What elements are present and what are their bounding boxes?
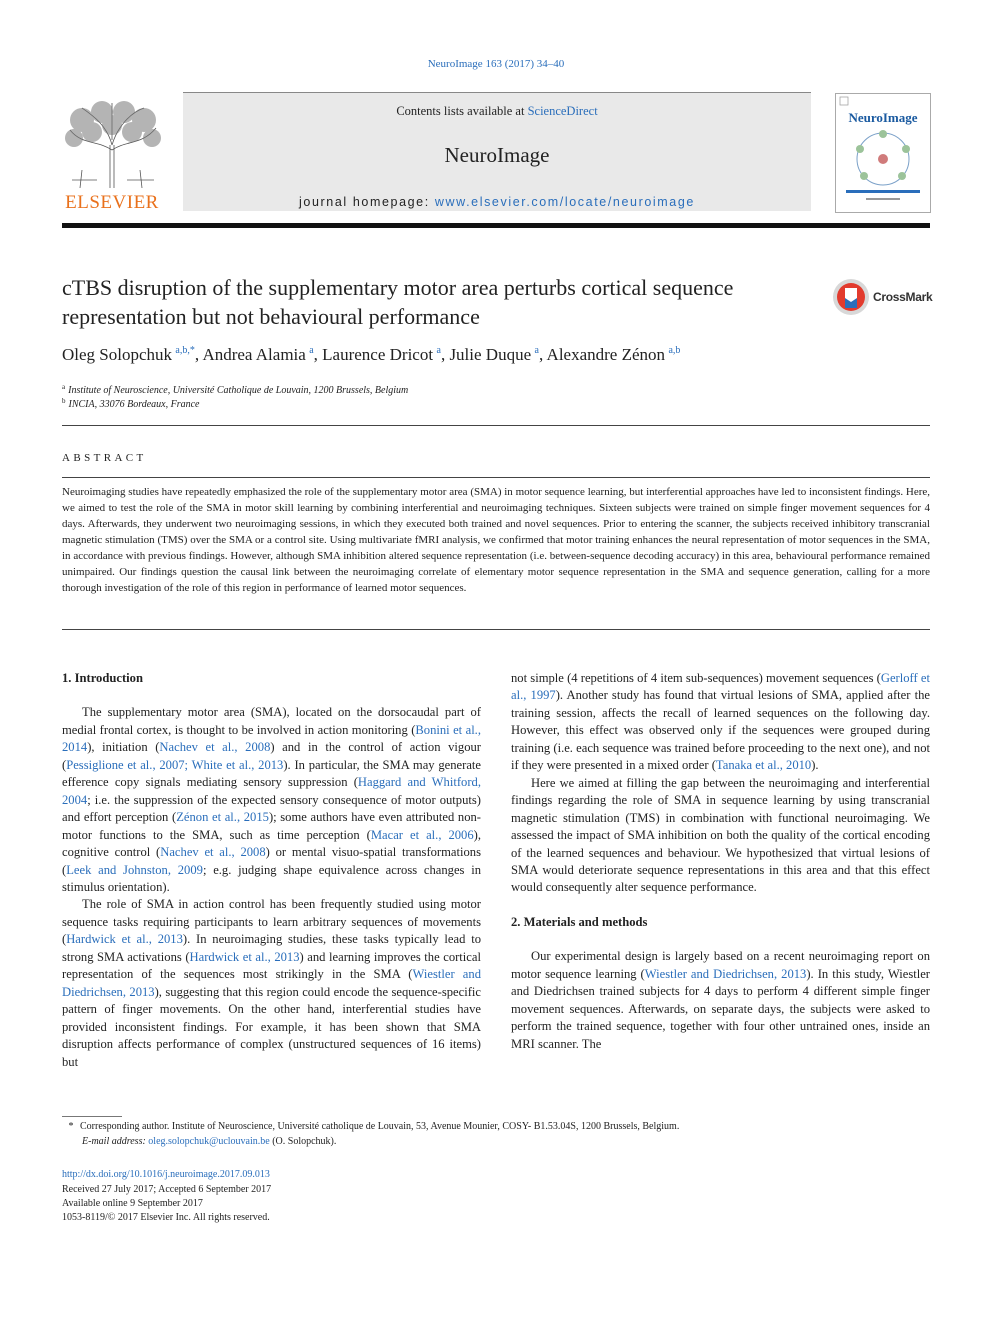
paragraph — [511, 670, 930, 775]
sciencedirect-link[interactable]: ScienceDirect — [527, 104, 598, 118]
paragraph-text: ) and learning improves the cortical representation of the sequences most strikingly in the SMA ( — [62, 949, 481, 982]
paragraph-text: ; e.g. judging shape equivalence across changes in stimulus orientation). — [62, 862, 481, 894]
crossmark-icon — [832, 278, 872, 318]
citation-link[interactable]: Gerloff et al., 1997 — [511, 671, 931, 703]
paragraph — [511, 948, 930, 1053]
doi-link[interactable]: http://dx.doi.org/10.1016/j.neuroimage.2017.09.013 — [62, 1169, 270, 1180]
paragraph-text: ) and in the control of action vigour ( — [62, 740, 481, 772]
journal-citation[interactable]: NeuroImage 163 (2017) 34–40 — [427, 58, 565, 70]
paragraph — [511, 775, 930, 897]
paragraph — [62, 896, 481, 1071]
received-dates: Received 27 July 2017; Accepted 6 September 2017 — [62, 1184, 272, 1195]
author-separator: , — [538, 345, 547, 364]
author-separator: , — [313, 345, 323, 364]
paragraph-text: The role of SMA in action control has been frequently studied using motor sequence tasks requiring participants to learn arbitrary sequences of movements ( — [62, 897, 481, 947]
crossmark-label: CrossMark — [873, 290, 933, 304]
paragraph-text: ). In this study, Wiestler and Diedrichsen trained subjects for 4 days to perform 4 different simple finger movement sequences. Afterwards, on separate days, the subjects were asked to perform the trained sequence, together with four other untrained ones, inside an MRI scanner. The — [511, 966, 930, 1051]
paragraph-text: ). In neuroimaging studies, these tasks typically lead to strong SMA activations ( — [62, 932, 481, 964]
paragraph-text: Our experimental design is largely based on a recent neuroimaging report on motor sequence learning ( — [511, 949, 930, 981]
elsevier-tree-icon — [62, 100, 162, 190]
email-note — [82, 1135, 336, 1149]
copyright: 1053-8119/© 2017 Elsevier Inc. All rights reserved. — [62, 1212, 270, 1223]
journal-cover-thumbnail[interactable] — [835, 93, 931, 213]
cover-title: NeuroImage — [848, 110, 918, 125]
citation-link[interactable]: Nachev et al., 2008 — [159, 740, 271, 755]
citation-link[interactable]: Pessiglione et al., 2007; White et al., 2013 — [66, 757, 284, 772]
paragraph — [62, 704, 481, 896]
divider — [62, 477, 930, 478]
homepage-link[interactable]: www.elsevier.com/locate/neuroimage — [434, 195, 695, 209]
corresponding-author-note — [62, 1120, 679, 1134]
citation-link[interactable]: Macar et al., 2006 — [370, 827, 474, 842]
paragraph-text: ), suggesting that this region could encode the sequence-specific pattern of finger movements. On the other hand, interferential studies have provided inconsistent findings. For example, it has been shown that SMA disruption affects performance of complex (unstructured sequences of 16 items) but — [62, 984, 481, 1069]
citation-link[interactable]: Hardwick et al., 2013 — [66, 932, 183, 947]
affiliation-text: Institute of Neuroscience, Université Catholique de Louvain, 1200 Brussels, Belgium — [68, 385, 409, 396]
author-name[interactable]: Alexandre Zénon — [546, 345, 669, 364]
citation-link[interactable]: Nachev et al., 2008 — [160, 845, 266, 860]
paragraph-text: ). In particular, the SMA may generate efference copy signals mediating sensory suppression ( — [62, 757, 482, 790]
abstract-heading: ABSTRACT — [62, 452, 147, 464]
journal-name: NeuroImage — [444, 143, 550, 167]
citation-link[interactable]: Tanaka et al., 2010 — [715, 758, 812, 773]
homepage-prefix: journal homepage: — [299, 195, 435, 209]
divider — [62, 425, 930, 426]
contents-line — [183, 104, 811, 119]
paragraph-text: ); some authors have even attributed non-motor functions to the SMA, such as time perception ( — [62, 810, 481, 842]
paragraph-text: ), initiation ( — [87, 740, 160, 755]
paragraph-text: ). Another study has found that virtual lesions of SMA, applied after the training session, affects the recall of learned sequences on the following day. However, this effect was observed only if the sequences were grouped during training (i.e. each sequence was trained before proceeding to the next one), and not if they were presented in a mixed order ( — [511, 688, 930, 773]
author-name[interactable]: Andrea Alamia — [202, 345, 310, 364]
header-thick-rule — [62, 223, 930, 228]
footnote-star: * — [68, 1121, 74, 1132]
corresponding-star[interactable]: * — [189, 345, 195, 356]
citation-link[interactable]: Wiestler and Diedrichsen, 2013 — [644, 966, 807, 981]
author-name[interactable]: Julie Duque — [449, 345, 535, 364]
citation-link[interactable]: Wiestler and Diedrichsen, 2013 — [62, 967, 481, 999]
citation-link[interactable]: Bonini et al., 2014 — [62, 722, 481, 755]
section-heading-methods: 2. Materials and methods — [511, 914, 648, 929]
citation-link[interactable]: Hardwick et al., 2013 — [189, 949, 300, 964]
footnote-rule — [62, 1116, 122, 1117]
paragraph-text: ; i.e. the suppression of the expected sensory consequence of motor outputs) and effort perception ( — [62, 792, 481, 825]
elsevier-wordmark: ELSEVIER — [65, 192, 159, 213]
abstract-text: Neuroimaging studies have repeatedly emphasized the role of the supplementary motor area (SMA) in motor sequence learning, but interferential approaches have led to inconsistent findings. Here, we aimed to test the role of the SMA in motor skill learning by combining interferential and neuroimaging techniques. Sixteen subjects were trained on simple finger movement sequences for 4 days. Afterwards, they underwent two neuroimaging sessions, in which they executed both trained and novel sequences. Prior to entering the scanner, the subjects received inhibitory transcranial magnetic stimulation (TMS) over the SMA or a control site. Using multivariate fMRI analysis, we confirmed that motor training enhances the neural representation of motor sequences in the SMA, in accordance with previous findings. However, although SMA inhibition altered sequence representation (i.e. between-sequence decoding accuracy) in this area, behavioural performance remained unimpaired. Our findings question the causal link between the neuroimaging correlate of elementary motor sequence representation in the SMA and sequence generation, calling for a more thorough investigation of the role of this region in performance of learned motor sequences. — [62, 486, 930, 594]
author-name[interactable]: Oleg Solopchuk — [62, 345, 176, 364]
affiliation-mark: a — [62, 383, 66, 391]
paragraph-text: ), cognitive control ( — [62, 827, 481, 860]
right-column — [511, 670, 930, 1053]
citation-link[interactable]: Zénon et al., 2015 — [176, 810, 269, 825]
journal-banner — [183, 93, 811, 211]
paragraph-text: ). — [811, 758, 819, 773]
author-affiliation-mark[interactable]: a — [534, 345, 539, 356]
article-title: cTBS disruption of the supplementary motor area perturbs cortical sequence representation but not behavioural performance — [62, 275, 734, 329]
email-link[interactable]: oleg.solopchuk@uclouvain.be — [148, 1136, 270, 1147]
paragraph-text: The supplementary motor area (SMA), located on the dorsocaudal part of medial frontal cortex, is thought to be involved in action monitoring ( — [62, 705, 481, 737]
author-name[interactable]: Laurence Dricot — [322, 345, 437, 364]
paragraph-text: not simple (4 repetitions of 4 item sub-sequences) movement sequences ( — [511, 671, 881, 685]
affiliation-a — [62, 383, 408, 396]
section-heading-introduction: 1. Introduction — [62, 671, 143, 685]
left-column — [62, 670, 481, 1071]
author-separator: , — [440, 345, 450, 364]
email-suffix: (O. Solopchuk). — [269, 1136, 337, 1147]
author-affiliation-mark[interactable]: a — [309, 345, 314, 356]
paragraph-text: ) or mental visuo-spatial transformations ( — [62, 845, 482, 877]
affiliation-mark: b — [62, 397, 66, 405]
homepage-line — [183, 195, 811, 209]
citation-link[interactable]: Haggard and Whitford, 2004 — [62, 775, 481, 807]
elsevier-logo — [62, 100, 162, 215]
affiliation-text: INCIA, 33076 Bordeaux, France — [68, 399, 200, 410]
citation-link[interactable]: Leek and Johnston, 2009 — [66, 862, 203, 877]
available-online: Available online 9 September 2017 — [62, 1198, 203, 1209]
affiliation-b — [62, 397, 200, 410]
cover-diagram-icon — [836, 94, 930, 212]
email-label: E-mail address: — [82, 1136, 149, 1147]
divider — [62, 629, 930, 630]
author-affiliation-mark[interactable]: a,b, — [175, 345, 190, 356]
paragraph-text: Here we aimed at filling the gap between the neuroimaging and interferential findings regarding the role of SMA in sequence learning by using transcranial magnetic stimulation (TMS) in combination with functional neuroimaging. We assessed the impact of SMA inhibition on both the quality of the cortical encoding of the learned sequences and behaviour. We hypothesized that virtual lesions of SMA would deteriorate sequence representations in this area and that this effect would consequently alter sequence performance. — [511, 775, 930, 895]
author-list — [62, 345, 680, 365]
corresponding-text: Corresponding author. Institute of Neuroscience, Université catholique de Louvain, 53, Avenue Mounier, COSY- B1.53.04S, 1200 Brussels, Belgium. — [80, 1121, 680, 1132]
contents-prefix: Contents lists available at — [396, 104, 528, 118]
author-affiliation-mark[interactable]: a,b — [668, 345, 681, 356]
author-affiliation-mark[interactable]: a — [436, 345, 441, 356]
author-separator: , — [194, 345, 203, 364]
